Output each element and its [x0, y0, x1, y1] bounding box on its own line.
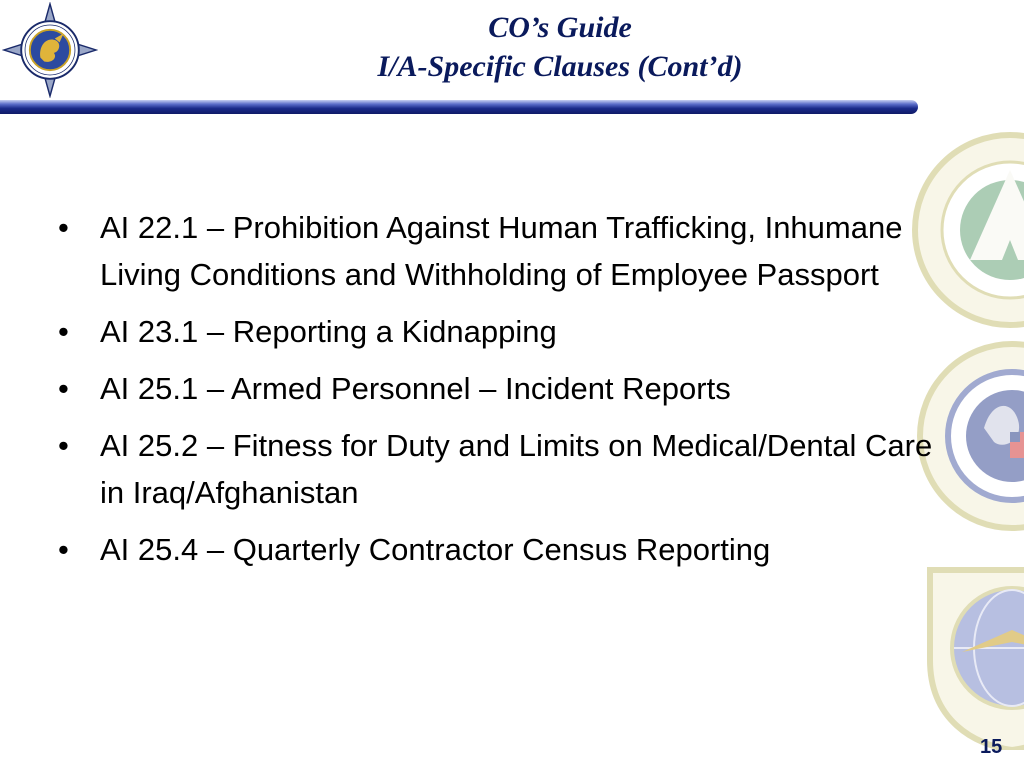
title-divider [0, 100, 918, 114]
bullet-item: • AI 23.1 – Reporting a Kidnapping [58, 308, 938, 355]
slide-title [200, 8, 920, 86]
bullet-item: • AI 25.1 – Armed Personnel – Incident Reports [58, 365, 938, 412]
bullet-item: • AI 25.2 – Fitness for Duty and Limits on Medical/Dental Care in Iraq/Afghanistan [58, 422, 938, 516]
bullet-list [58, 204, 938, 583]
air-mobility-seal-icon [930, 570, 1024, 750]
transportation-command-seal-icon [2, 2, 98, 98]
title-line-2: I/A-Specific Clauses (Cont’d) [377, 50, 743, 83]
page-number: 15 [980, 736, 1003, 758]
bullet-item: • AI 25.4 – Quarterly Contractor Census Reporting [58, 526, 938, 573]
title-line-1: CO’s Guide [488, 11, 632, 44]
bullet-item: • AI 22.1 – Prohibition Against Human Trafficking, Inhumane Living Conditions and Withholding of Employee Passport [58, 204, 938, 298]
